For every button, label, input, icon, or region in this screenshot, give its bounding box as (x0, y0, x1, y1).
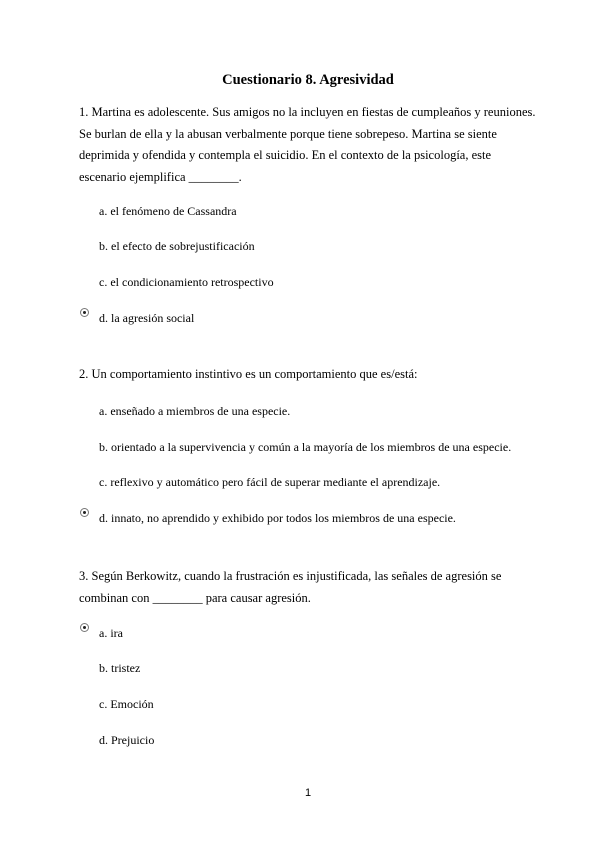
page-number: 1 (304, 787, 312, 799)
question-1-text: 1. Martina es adolescente. Sus amigos no la incluyen en fiestas de cumpleaños y reuniones. Se burlan de ella y la abusan verbalmente porque tiene sobrepeso. Martina se siente deprimida y ofendida y contempla el suicidio. En el contexto de la psicología, este escenario ejemplifica ________. (79, 105, 536, 184)
question-3-option-d[interactable]: d. Prejuicio (99, 733, 155, 747)
question-3-option-c[interactable]: c. Emoción (99, 697, 154, 711)
question-3-option-b[interactable]: b. tristez (99, 661, 141, 675)
question-1-option-b[interactable]: b. el efecto de sobrejustificación (99, 239, 255, 253)
question-2-option-a[interactable]: a. enseñado a miembros de una especie. (99, 404, 291, 418)
question-1-selected-radio-icon[interactable] (80, 308, 89, 317)
question-3-option-a[interactable]: a. ira (99, 626, 123, 640)
question-2-text: 2. Un comportamiento instintivo es un comportamiento que es/está: (79, 367, 418, 381)
question-2-option-b[interactable]: b. orientado a la supervivencia y común a la mayoría de los miembros de una especie. (99, 440, 512, 454)
question-2-option-d[interactable]: d. innato, no aprendido y exhibido por todos los miembros de una especie. (99, 511, 456, 525)
page-title: Cuestionario 8. Agresividad (222, 72, 394, 88)
question-1-option-a[interactable]: a. el fenómeno de Cassandra (99, 204, 237, 218)
question-3-text: 3. Según Berkowitz, cuando la frustración es injustificada, las señales de agresión se combinan con ________ para causar agresión. (79, 569, 502, 605)
question-1-option-d[interactable]: d. la agresión social (99, 311, 195, 325)
question-1-option-c[interactable]: c. el condicionamiento retrospectivo (99, 275, 274, 289)
question-3-selected-radio-icon[interactable] (80, 623, 89, 632)
question-2-selected-radio-icon[interactable] (80, 508, 89, 517)
question-2-option-c[interactable]: c. reflexivo y automático pero fácil de superar mediante el aprendizaje. (99, 475, 441, 489)
